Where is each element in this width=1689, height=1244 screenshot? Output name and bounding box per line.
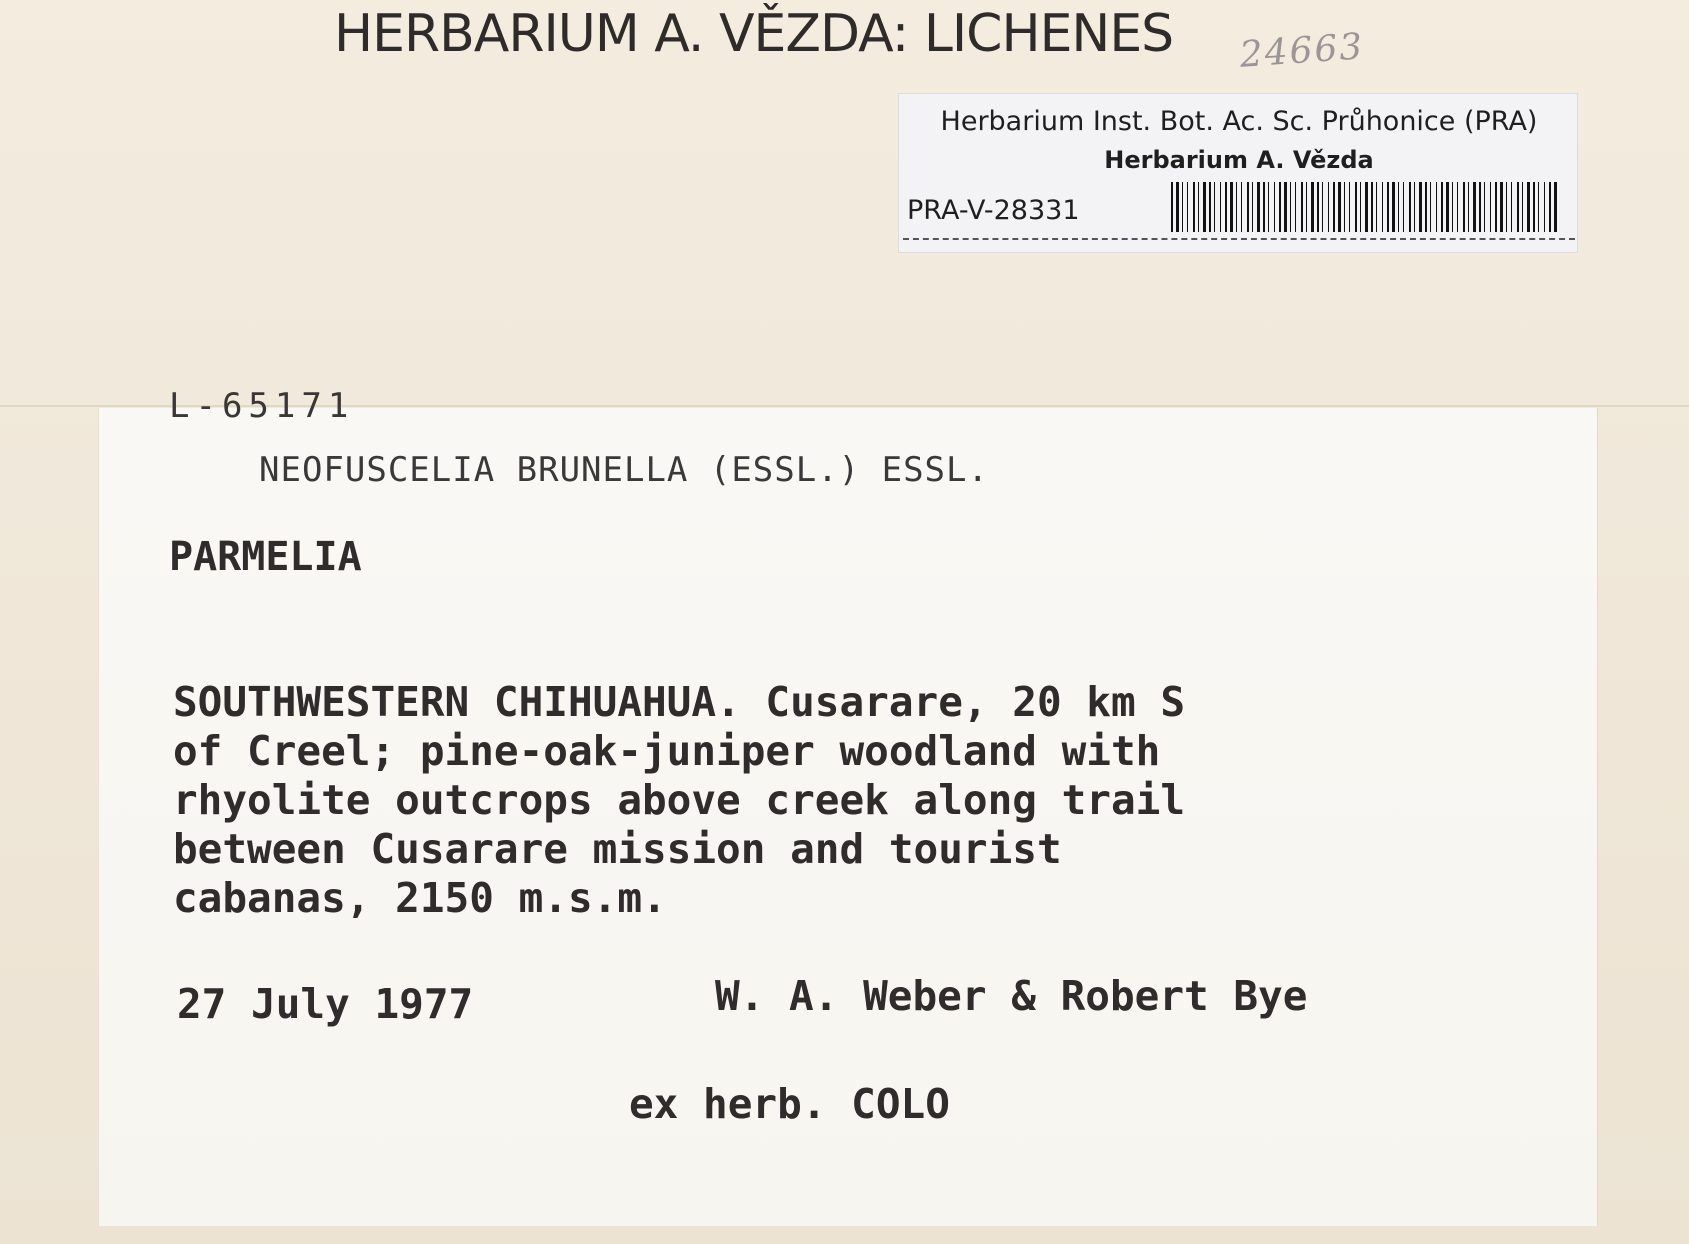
barcode-bar [1241, 182, 1242, 232]
barcode-bar [1230, 182, 1233, 232]
barcode-bar [1409, 182, 1411, 232]
barcode-bar [1376, 182, 1377, 232]
barcode-bar [1414, 182, 1415, 232]
institution-name: Herbarium Inst. Bot. Ac. Sc. Průhonice (PRA) [940, 106, 1538, 137]
barcode-bar [1398, 182, 1399, 232]
collectors: W. A. Weber & Robert Bye [715, 972, 1308, 1020]
barcode-bar [1322, 182, 1323, 232]
locality-line: of Creel; pine-oak-juniper woodland with [173, 727, 1161, 775]
barcode-bar [1484, 182, 1485, 232]
locality-line: SOUTHWESTERN CHIHUAHUA. Cusarare, 20 km S [173, 678, 1186, 726]
label-number: L-65171 [169, 386, 355, 426]
specimen-label [98, 386, 1598, 1226]
barcode-bar [1306, 182, 1307, 232]
taxon-name: NEOFUSCELIA BRUNELLA (ESSL.) ESSL. [259, 450, 989, 490]
barcode-bar [1279, 182, 1281, 232]
barcode-bar [1425, 182, 1427, 232]
barcode-bar [1247, 182, 1249, 232]
barcode-bar [1295, 182, 1296, 232]
barcode-bar [1263, 182, 1265, 232]
label-cut-line [903, 238, 1575, 240]
barcode-bar [1360, 182, 1361, 232]
barcode-bar [1544, 182, 1545, 232]
locality-line: cabanas, 2150 m.s.m. [173, 874, 667, 922]
barcode-bar [1214, 182, 1215, 232]
specimen-id: PRA-V-28331 [907, 195, 1080, 226]
barcode-bar [1457, 182, 1458, 232]
barcode-bar [1355, 182, 1357, 232]
barcode-bar [1284, 182, 1287, 232]
barcode-bar [1522, 182, 1523, 232]
barcode-bar [1198, 182, 1199, 232]
source-herbarium: ex herb. COLO [629, 1080, 950, 1128]
barcode-bar [1495, 182, 1497, 232]
barcode-bar [1311, 182, 1314, 232]
barcode-bar [1236, 182, 1237, 232]
barcode-bar [1506, 182, 1507, 232]
barcode-bar [1301, 182, 1303, 232]
barcode-bar [1549, 182, 1551, 232]
barcode-bar [1182, 182, 1183, 232]
herbarium-stamp: HERBARIUM A. VĚZDA: LICHENES [334, 4, 1174, 64]
barcode-bar [1193, 182, 1195, 232]
barcode-bar [1257, 182, 1260, 232]
barcode-bar [1446, 182, 1449, 232]
barcode-bar [1371, 182, 1373, 232]
barcode-bar [1203, 182, 1206, 232]
barcode-bar [1171, 182, 1173, 232]
barcode-bar [1554, 182, 1557, 232]
barcode-bar [1468, 182, 1469, 232]
barcode-icon [1171, 182, 1561, 232]
barcode-bar [1500, 182, 1503, 232]
locality-text [173, 678, 1513, 923]
collection-name: Herbarium A. Vězda [1104, 146, 1374, 174]
barcode-bar [1387, 182, 1389, 232]
locality-line: rhyolite outcrops above creek along trail [173, 776, 1186, 824]
barcode-bar [1209, 182, 1211, 232]
handwritten-accession-number: 24663 [1238, 26, 1366, 76]
barcode-bar [1344, 182, 1345, 232]
barcode-bar [1538, 182, 1539, 232]
barcode-bar [1274, 182, 1275, 232]
barcode-bar [1533, 182, 1535, 232]
barcode-bar [1463, 182, 1465, 232]
barcode-bar [1268, 182, 1269, 232]
barcode-bar [1349, 182, 1350, 232]
barcode-label [898, 93, 1578, 253]
barcode-bar [1338, 182, 1341, 232]
barcode-bar [1252, 182, 1253, 232]
barcode-bar [1365, 182, 1368, 232]
barcode-bar [1527, 182, 1530, 232]
barcode-bar [1333, 182, 1335, 232]
barcode-bar [1392, 182, 1395, 232]
barcode-bar [1176, 182, 1179, 232]
barcode-bar [1490, 182, 1491, 232]
barcode-bar [1328, 182, 1329, 232]
barcode-bar [1290, 182, 1291, 232]
barcode-bar [1225, 182, 1227, 232]
barcode-bar [1479, 182, 1481, 232]
barcode-bar [1220, 182, 1221, 232]
barcode-bar [1441, 182, 1443, 232]
barcode-bar [1187, 182, 1188, 232]
barcode-bar [1430, 182, 1431, 232]
barcode-bar [1436, 182, 1437, 232]
barcode-bar [1317, 182, 1319, 232]
barcode-bar [1403, 182, 1404, 232]
locality-line: between Cusarare mission and tourist [173, 825, 1062, 873]
collection-date: 27 July 1977 [177, 980, 474, 1028]
barcode-bar [1517, 182, 1519, 232]
barcode-bar [1419, 182, 1422, 232]
barcode-bar [1382, 182, 1383, 232]
barcode-bar [1473, 182, 1476, 232]
genus-name: PARMELIA [169, 534, 362, 580]
barcode-bar [1511, 182, 1512, 232]
barcode-bar [1452, 182, 1453, 232]
